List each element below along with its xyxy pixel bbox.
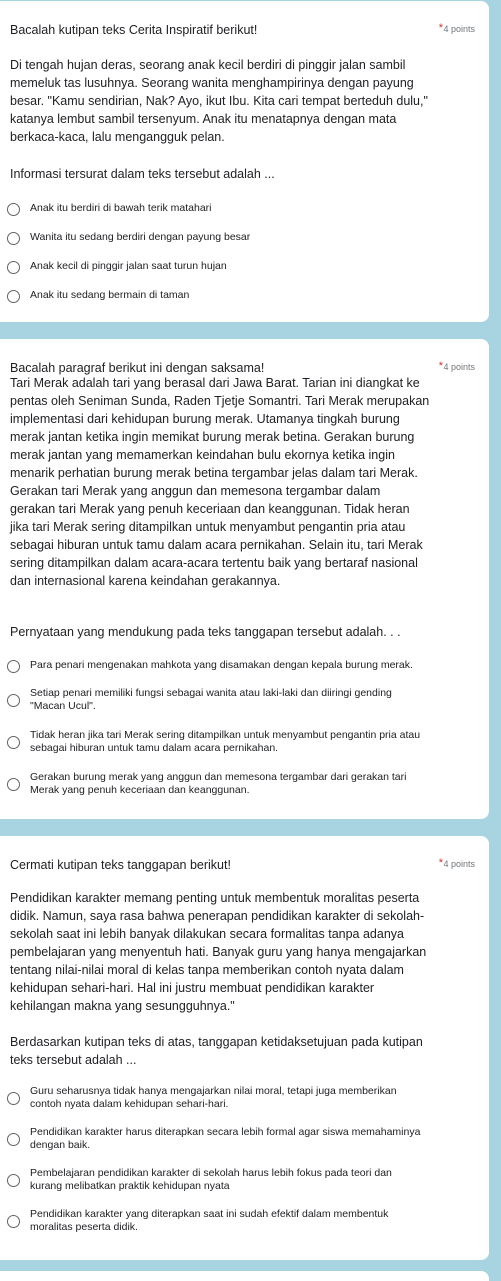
- passage-line: berkaca-kaca, lalu mengangguk pelan.: [10, 130, 225, 144]
- passage-line: katanya lembut sambil tersenyum. Anak itu menatapnya dengan mata: [10, 112, 397, 126]
- prompt-line: teks tersebut adalah ...: [10, 1053, 137, 1067]
- passage-line: pentas oleh Seniman Sunda, Raden Tjetje Somantri. Tari Merak merupakan: [10, 394, 430, 408]
- answer-option[interactable]: [7, 231, 479, 253]
- option-text: Pendidikan karakter harus diterapkan secara lebih formal agar siswa memahaminya: [30, 1126, 421, 1138]
- prompt-line: Pernyataan yang mendukung pada teks tanggapan tersebut adalah. . .: [10, 625, 401, 639]
- option-label: [30, 1208, 388, 1234]
- question-passage: [10, 56, 428, 146]
- required-asterisk: *: [438, 857, 443, 869]
- question-card-1: [0, 1, 489, 322]
- answer-option[interactable]: [7, 729, 479, 759]
- passage-line: menarik perhatian burung merak betina tergambar jelas dalam tari Merak.: [10, 466, 418, 480]
- radio-button[interactable]: [7, 1133, 20, 1146]
- prompt-line: Berdasarkan kutipan teks di atas, tanggapan ketidaksetujuan pada kutipan: [10, 1035, 423, 1049]
- prompt-line: Informasi tersurat dalam teks tersebut adalah ...: [10, 167, 275, 181]
- question-title: Cermati kutipan teks tanggapan berikut!: [10, 858, 231, 872]
- question-passage: [10, 889, 427, 1015]
- question-header: [10, 23, 475, 39]
- required-asterisk: *: [438, 360, 443, 372]
- option-text: Setiap penari memiliki fungsi sebagai wanita atau laki-laki dan diiringi gending: [30, 687, 392, 699]
- passage-line: sebagai hiburan untuk tamu dalam acara pernikahan. Selain itu, tari Merak: [10, 538, 423, 552]
- option-label: [30, 1167, 392, 1193]
- passage-line: didik. Namun, saya rasa bahwa penerapan pendidikan karakter di sekolah-: [10, 909, 425, 923]
- option-label: [30, 659, 413, 672]
- question-prompt: [10, 1033, 423, 1069]
- option-label: [30, 1085, 397, 1111]
- option-label: [30, 202, 212, 215]
- answer-option[interactable]: [7, 202, 479, 224]
- passage-line: implementasi dari kehidupan burung merak. Utamanya tingkah burung: [10, 412, 400, 426]
- option-text: Merak yang penuh keceriaan dan keanggunan.: [30, 784, 250, 796]
- answer-option[interactable]: [7, 289, 479, 311]
- question-header: [10, 858, 475, 874]
- option-text: sebagai hiburan untuk tamu dalam acara pernikahan.: [30, 742, 279, 754]
- option-text: Wanita itu sedang berdiri dengan payung besar: [30, 231, 251, 243]
- radio-button[interactable]: [7, 1174, 20, 1187]
- passage-line: gerakan tari Merak yang penuh keceriaan dan keanggunan. Tidak heran: [10, 502, 410, 516]
- option-label: [30, 289, 189, 302]
- passage-line: tentang nilai-nilai moral di kelas tanpa memberikan contoh nyata dalam: [10, 963, 404, 977]
- answer-option[interactable]: [7, 1126, 479, 1156]
- passage-line: Gerakan tari Merak yang anggun dan memesona tergambar dalam: [10, 484, 381, 498]
- passage-line: jika tari Merak sering ditampilkan untuk menyambut pengantin pria atau: [10, 520, 406, 534]
- passage-line: Pendidikan karakter memang penting untuk membentuk moralitas peserta: [10, 891, 420, 905]
- question-prompt: [10, 623, 410, 641]
- passage-line: Di tengah hujan deras, seorang anak kecil berdiri di pinggir jalan sambil: [10, 58, 406, 72]
- radio-button[interactable]: [7, 694, 20, 707]
- option-label: [30, 260, 227, 273]
- question-card-3: [0, 836, 489, 1260]
- radio-button[interactable]: [7, 232, 20, 245]
- answer-option[interactable]: [7, 1208, 479, 1238]
- radio-button[interactable]: [7, 261, 20, 274]
- option-text: Anak itu sedang bermain di taman: [30, 289, 190, 301]
- option-text: dengan baik.: [30, 1139, 91, 1151]
- answer-option[interactable]: [7, 687, 479, 717]
- passage-line: dan internasional karena keindahan gerakannya.: [10, 574, 281, 588]
- passage-line: Tari Merak adalah tari yang berasal dari Jawa Barat. Tarian ini diangkat ke: [10, 376, 420, 390]
- option-text: contoh nyata dalam kehidupan sehari-hari.: [30, 1098, 229, 1110]
- option-label: [30, 729, 420, 755]
- passage-line: sering ditampilkan dalam acara-acara tertentu baik yang bertaraf nasional: [10, 556, 418, 570]
- answer-option[interactable]: [7, 659, 479, 681]
- option-label: [30, 771, 406, 797]
- question-prompt: [10, 165, 410, 183]
- passage-line: kehilangan makna yang sesungguhnya.": [10, 999, 235, 1013]
- required-asterisk: *: [438, 22, 443, 34]
- option-text: kurang melibatkan praktik kehidupan nyata: [30, 1180, 230, 1192]
- answer-option[interactable]: [7, 260, 479, 282]
- points-label: 4 points: [443, 24, 475, 34]
- option-text: Anak itu berdiri di bawah terik matahari: [30, 202, 212, 214]
- passage-line: kehidupan sehari-hari. Hal ini justru membuat pendidikan karakter: [10, 981, 375, 995]
- points-label: 4 points: [443, 859, 475, 869]
- question-passage: [10, 374, 430, 590]
- answer-option[interactable]: [7, 1085, 479, 1115]
- answer-option[interactable]: [7, 1167, 479, 1197]
- option-text: Tidak heran jika tari Merak sering ditampilkan untuk menyambut pengantin pria atau: [30, 729, 421, 741]
- passage-line: memeluk tas lusuhnya. Seorang wanita menghampirinya dengan payung: [10, 76, 414, 90]
- option-text: Pendidikan karakter yang diterapkan saat ini sudah efektif dalam membentuk: [30, 1208, 389, 1220]
- option-label: [30, 231, 250, 244]
- question-card-2: [0, 339, 489, 819]
- points-label: 4 points: [443, 362, 475, 372]
- question-title: Bacalah kutipan teks Cerita Inspiratif berikut!: [10, 23, 258, 37]
- passage-line: sekolah saat ini lebih banyak dilakukan secara formalitas tanpa adanya: [10, 927, 404, 941]
- radio-button[interactable]: [7, 1092, 20, 1105]
- passage-line: merak jantan ketika ingin memikat burung merak betina. Gerakan burung: [10, 430, 415, 444]
- question-title: Bacalah paragraf berikut ini dengan saksama!: [10, 361, 265, 375]
- radio-button[interactable]: [7, 203, 20, 216]
- option-text: "Macan Ucul".: [30, 700, 96, 712]
- option-text: Para penari mengenakan mahkota yang disamakan dengan kepala burung merak.: [30, 659, 413, 671]
- passage-line: merak jantan yang memamerkan keindahan bulu ekornya ketika ingin: [10, 448, 395, 462]
- answer-option[interactable]: [7, 771, 479, 801]
- passage-line: besar. "Kamu sendirian, Nak? Ayo, ikut Ibu. Kita cari tempat berteduh dulu,": [10, 94, 428, 108]
- option-label: [30, 687, 392, 713]
- passage-line: pembelajaran yang menyentuh hati. Banyak guru yang hanya mengajarkan: [10, 945, 427, 959]
- radio-button[interactable]: [7, 290, 20, 303]
- option-text: Gerakan burung merak yang anggun dan memesona tergambar dari gerakan tari: [30, 771, 407, 783]
- option-label: [30, 1126, 420, 1152]
- option-text: Guru seharusnya tidak hanya mengajarkan nilai moral, tetapi juga memberikan: [30, 1085, 397, 1097]
- radio-button[interactable]: [7, 1215, 20, 1228]
- option-text: Anak kecil di pinggir jalan saat turun hujan: [30, 260, 227, 272]
- next-question-card-edge: [0, 1271, 489, 1281]
- radio-button[interactable]: [7, 736, 20, 749]
- radio-button[interactable]: [7, 660, 20, 673]
- option-text: moralitas peserta didik.: [30, 1221, 138, 1233]
- option-text: Pembelajaran pendidikan karakter di sekolah harus lebih fokus pada teori dan: [30, 1167, 392, 1179]
- radio-button[interactable]: [7, 778, 20, 791]
